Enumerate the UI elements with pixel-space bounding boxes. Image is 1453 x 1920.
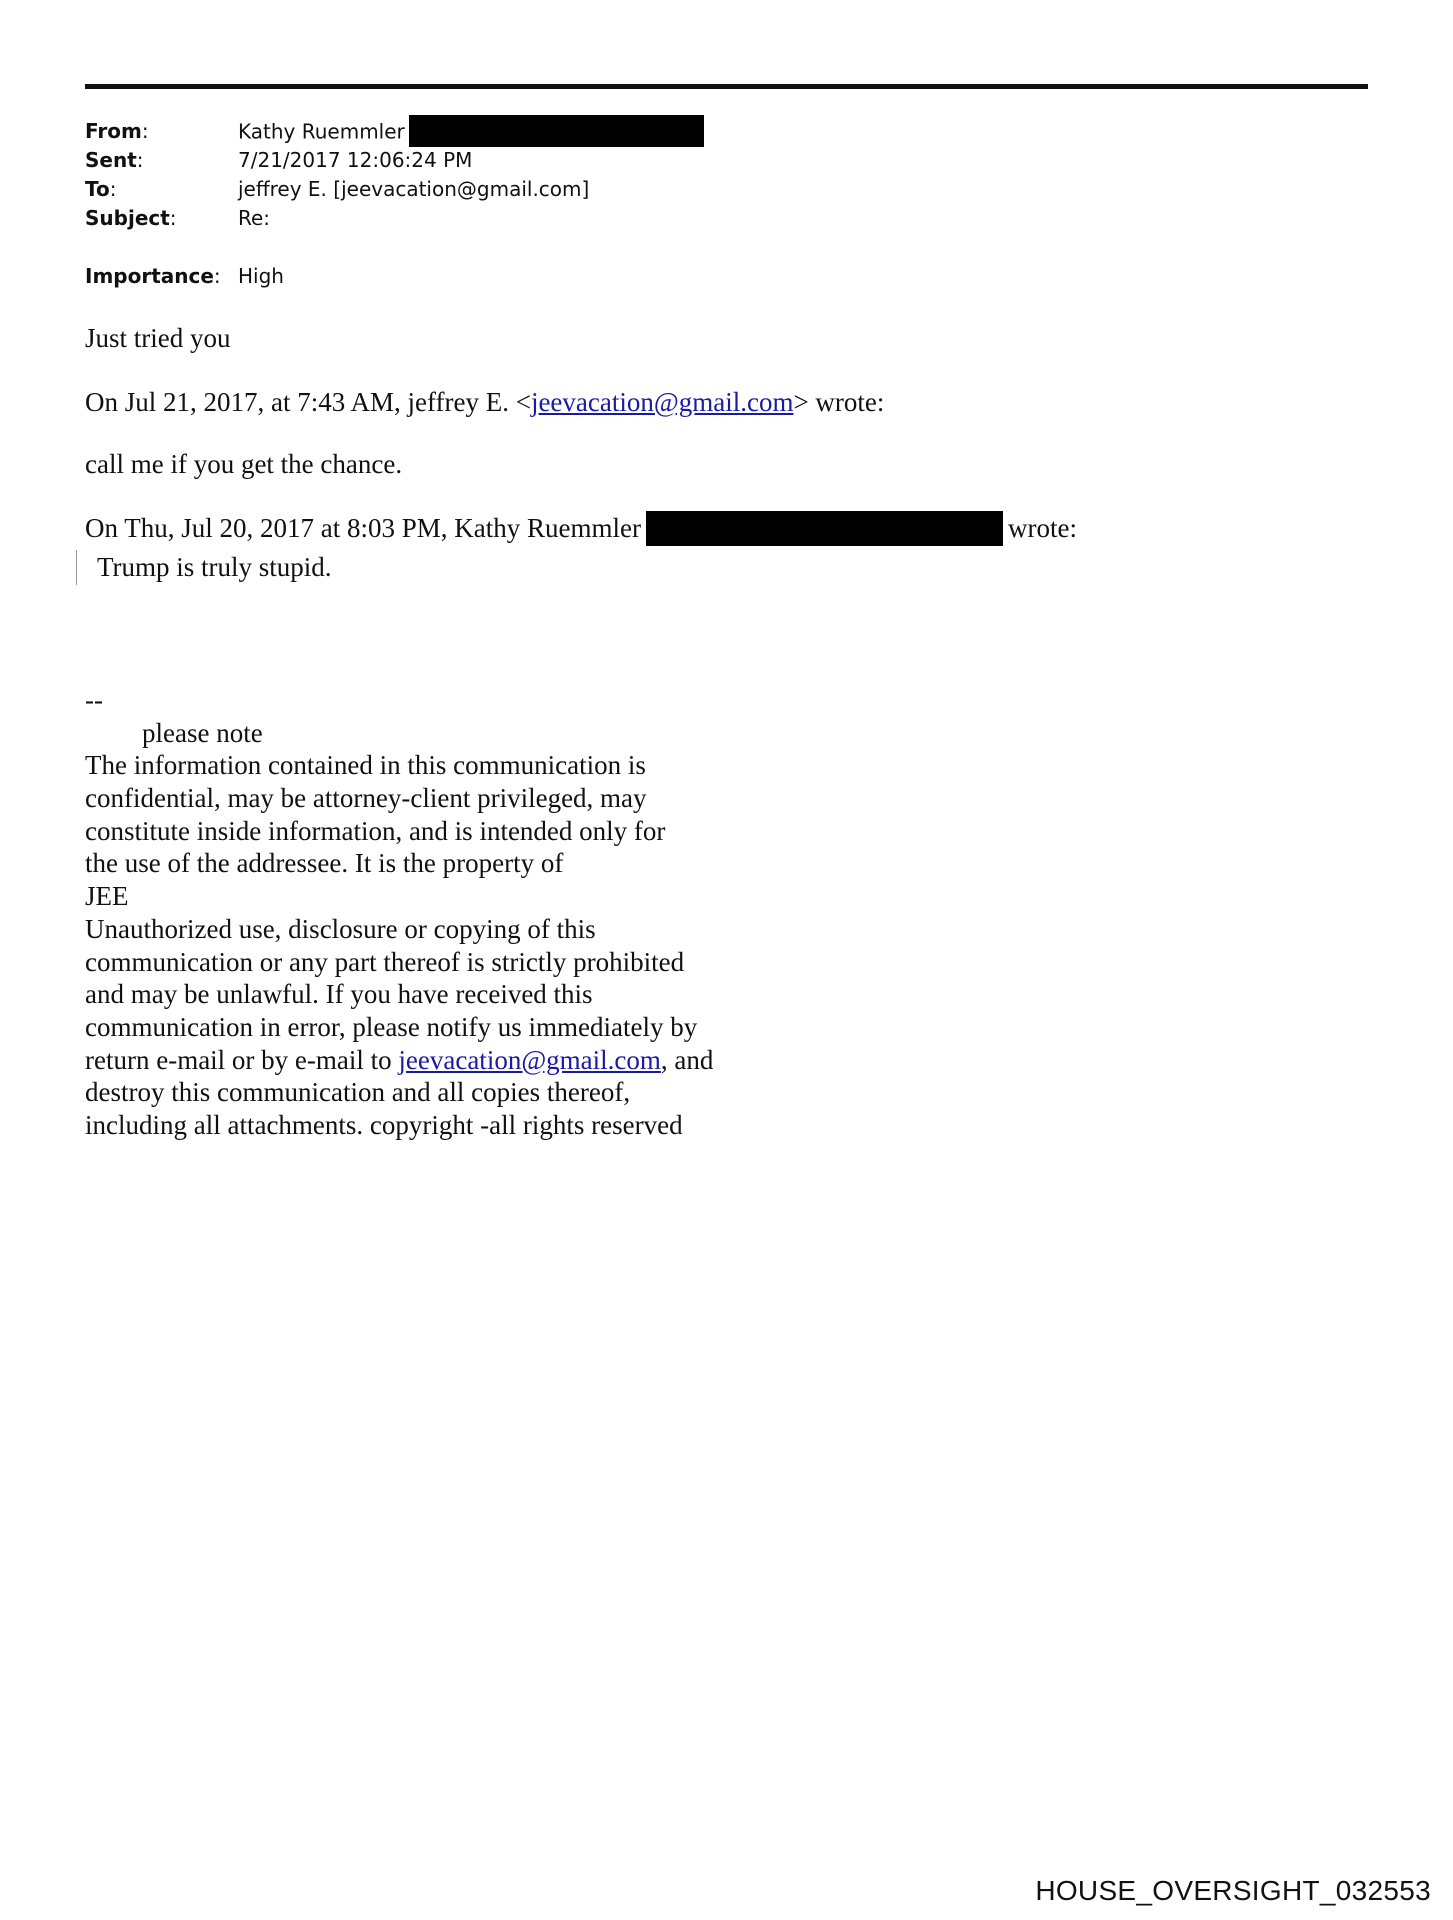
- email-link[interactable]: jeevacation@gmail.com: [398, 1044, 661, 1075]
- disclaimer-line: and may be unlawful. If you have received this: [85, 979, 593, 1010]
- disclaimer-line: JEE: [85, 881, 129, 912]
- quote-header-2-prefix: On Thu, Jul 20, 2017 at 8:03 PM, Kathy Ruemmler: [85, 513, 641, 543]
- to-label: To: [85, 177, 110, 201]
- quote-header-1: [85, 386, 884, 418]
- quote-header-2: [85, 512, 1077, 548]
- disclaimer-line: destroy this communication and all copies thereof,: [85, 1077, 631, 1108]
- header-rule: [85, 84, 1368, 89]
- sent-value: 7/21/2017 12:06:24 PM: [238, 148, 473, 172]
- disclaimer-line: the use of the addressee. It is the property of: [85, 848, 564, 879]
- return-prefix: return e-mail or by e-mail to: [85, 1044, 399, 1075]
- disclaimer-line: including all attachments. copyright -all rights reserved: [85, 1109, 683, 1140]
- disclaimer-line: communication in error, please notify us immediately by: [85, 1011, 698, 1042]
- signature-separator: --: [85, 685, 103, 715]
- bates-number: HOUSE_OVERSIGHT_032553: [1035, 1875, 1431, 1906]
- importance-value: High: [238, 264, 284, 288]
- from-label: From: [85, 119, 142, 143]
- disclaimer-line: communication or any part thereof is strictly prohibited: [85, 946, 685, 977]
- quote-header-1-prefix: On Jul 21, 2017, at 7:43 AM, jeffrey E. <: [85, 387, 531, 417]
- signature-block: [85, 684, 713, 1142]
- from-value: Kathy Ruemmler: [238, 119, 405, 144]
- importance-label: Importance: [85, 264, 214, 288]
- disclaimer-line: constitute inside information, and is intended only for: [85, 815, 666, 846]
- redaction-box: [409, 115, 704, 147]
- return-suffix: , and: [660, 1044, 714, 1075]
- disclaimer-line: confidential, may be attorney-client privileged, may: [85, 783, 647, 814]
- quoted-message: [76, 550, 332, 585]
- to-value: jeffrey E. [jeevacation@gmail.com]: [238, 177, 590, 201]
- sent-label: Sent: [85, 148, 137, 172]
- quote-header-2-suffix: wrote:: [1007, 513, 1077, 543]
- subject-label: Subject: [85, 206, 170, 230]
- disclaimer-line: Unauthorized use, disclosure or copying of this: [85, 913, 596, 944]
- redaction-box: [646, 511, 1003, 546]
- quote-header-1-suffix: > wrote:: [793, 387, 885, 417]
- quoted-text: Trump is truly stupid.: [97, 552, 332, 582]
- subject-value: Re:: [238, 206, 271, 230]
- body-line-call-me: call me if you get the chance.: [85, 449, 403, 479]
- body-line-just-tried: Just tried you: [85, 323, 231, 353]
- email-link[interactable]: jeevacation@gmail.com: [530, 387, 794, 417]
- disclaimer-line: The information contained in this communication is: [85, 750, 646, 781]
- signature-note: please note: [142, 717, 263, 748]
- disclaimer-line-return: [85, 1044, 713, 1077]
